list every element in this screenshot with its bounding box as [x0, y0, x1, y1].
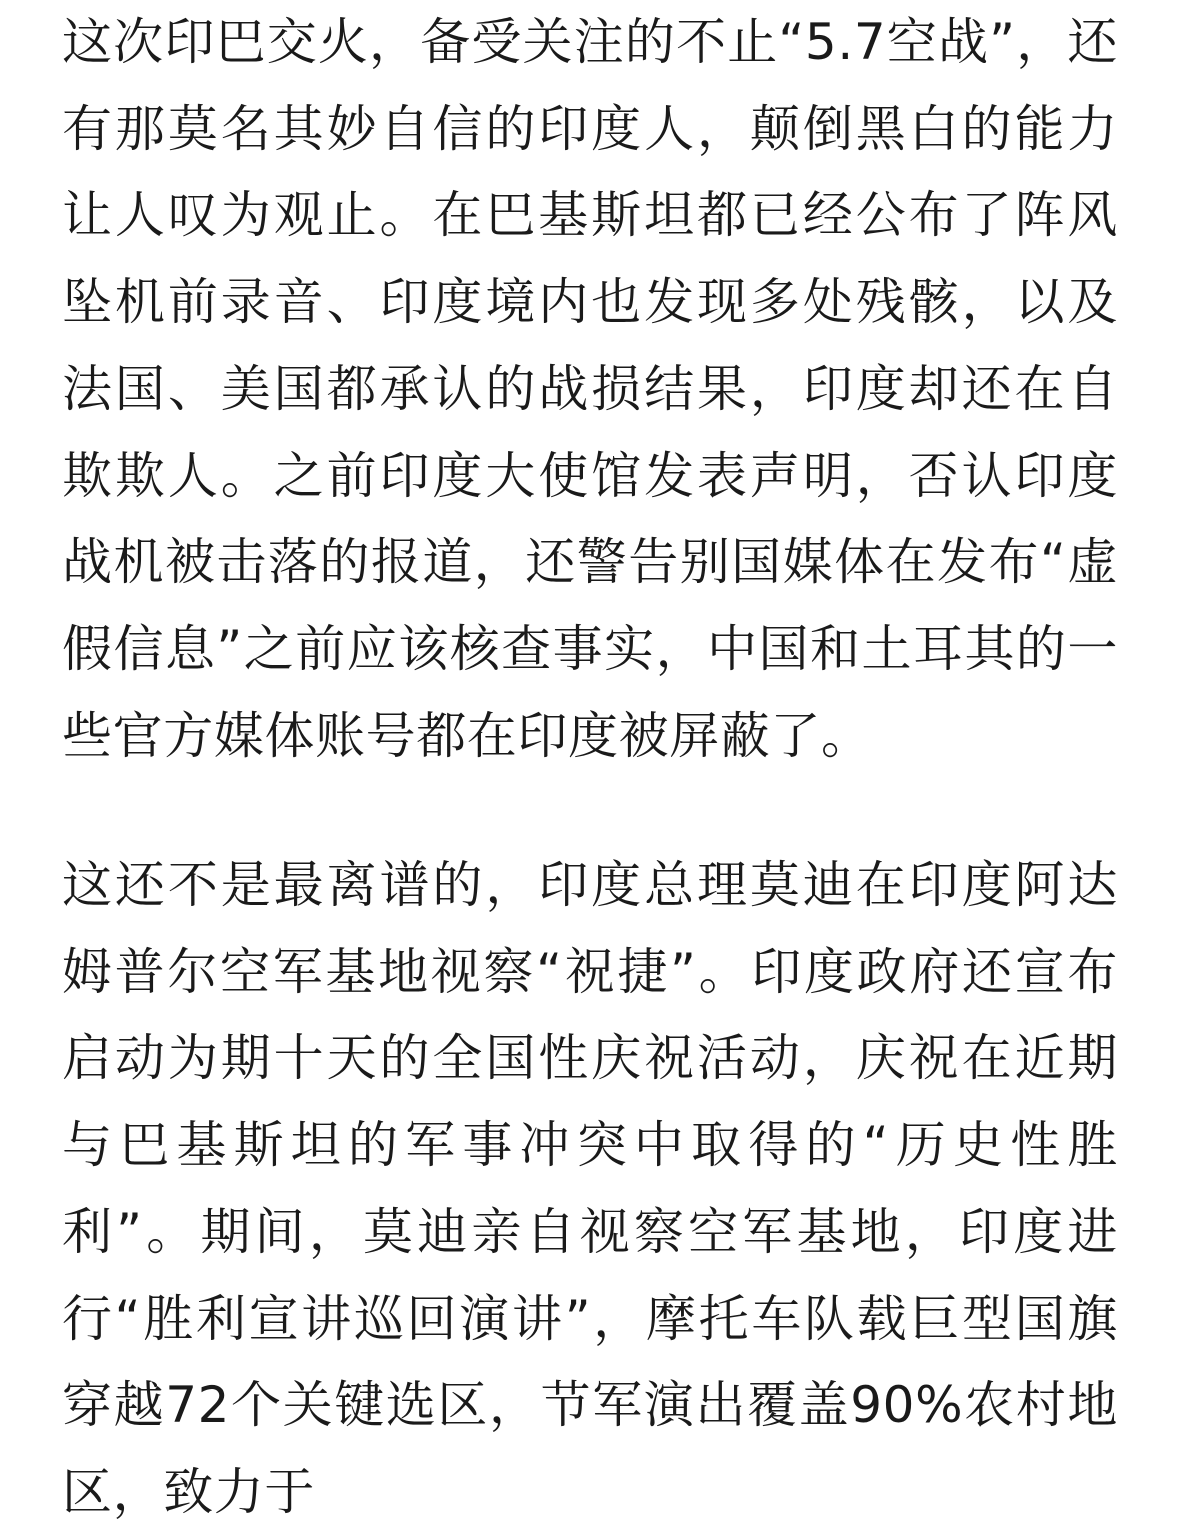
- article-paragraph-2: 这还不是最离谱的，印度总理莫迪在印度阿达姆普尔空军基地视察“祝捷”。印度政府还宣布启动为期十天的全国性庆祝活动，庆祝在近期与巴基斯坦的军事冲突中取得的“历史性胜利”。期间，莫迪亲自视察空军基地，印度进行“胜利宣讲巡回演讲”，摩托车队载巨型国旗穿越72个关键选区，节军演出覆盖90%农村地区，致力于: [62, 856, 1118, 1521]
- article-paragraph-1: 这次印巴交火，备受关注的不止“5.7空战”，还有那莫名其妙自信的印度人，颠倒黑白的能力让人叹为观止。在巴基斯坦都已经公布了阵风坠机前录音、印度境内也发现多处残骸，以及法国、美国都承认的战损结果，印度却还在自欺欺人。之前印度大使馆发表声明，否认印度战机被击落的报道，还警告别国媒体在发布“虚假信息”之前应该核查事实，中国和土耳其的一些官方媒体账号都在印度被屏蔽了。: [62, 13, 1118, 765]
